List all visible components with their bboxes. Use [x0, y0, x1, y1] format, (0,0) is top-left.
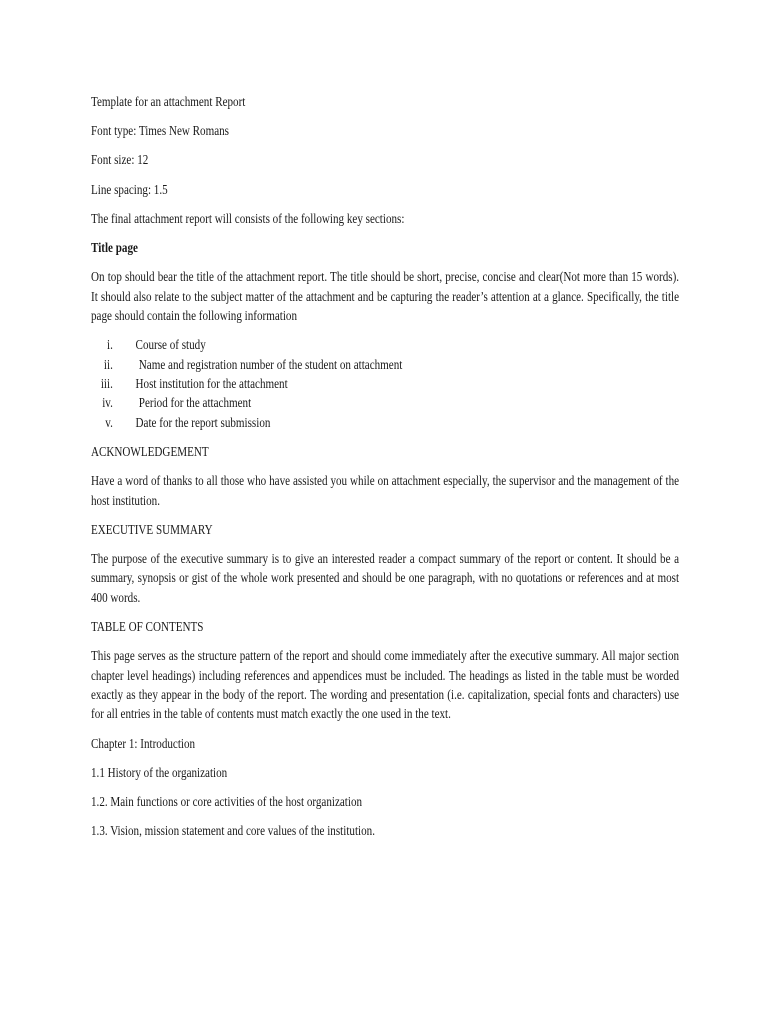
sections-intro: The final attachment report will consists of the following key sections: [91, 210, 405, 226]
list-item-number: iii. [100, 376, 113, 392]
font-size-line: Font size: 12 [91, 152, 149, 168]
document-title: Template for an attachment Report [91, 94, 246, 109]
list-item [91, 413, 679, 432]
font-type-line: Font type: Times New Romans [91, 123, 229, 139]
document-body [91, 92, 679, 850]
line-spacing-line: Line spacing: 1.5 [91, 181, 168, 197]
chapter-1-item: 1.1 History of the organization [91, 764, 228, 780]
list-item-text: Period for the attachment [138, 395, 252, 411]
list-item [91, 374, 679, 393]
title-page-heading: Title page [91, 240, 138, 256]
table-of-contents-heading: TABLE OF CONTENTS [91, 619, 204, 635]
list-item-number: iv. [102, 395, 113, 411]
title-page-paragraph: On top should bear the title of the attachment report. The title should be short, precise, concise and clear(Not more than 15 words). It should also relate to the subject matter of the attachment and be capturing the reader’s attention at a glance. Specifically, the title page should contain the following information [91, 269, 680, 324]
list-item [91, 355, 679, 374]
list-item-text: Name and registration number of the student on attachment [138, 356, 403, 372]
list-item-number: v. [105, 414, 113, 430]
table-of-contents-paragraph: This page serves as the structure pattern of the report and should come immediately after the executive summary. All major section chapter level headings) including references and appendices must be included. The headings as listed in the table must be worded exactly as they appear in the body of the report. The wording and presentation (i.e. capitalization, special fonts and characters) use for all entries in the table of contents must match exactly the one used in the text. [91, 648, 680, 722]
title-page-list [91, 335, 679, 432]
list-item [91, 393, 679, 412]
chapter-1-item: 1.3. Vision, mission statement and core values of the institution. [91, 823, 375, 839]
list-item-number: i. [107, 337, 113, 353]
list-item [91, 335, 679, 354]
list-item-text: Host institution for the attachment [135, 376, 288, 392]
executive-summary-paragraph: The purpose of the executive summary is to give an interested reader a compact summary of the report or content. It should be a summary, synopsis or gist of the whole work presented and should be one paragraph, with no quotations or references and at most 400 words. [91, 551, 680, 605]
executive-summary-heading: EXECUTIVE SUMMARY [91, 521, 213, 537]
chapter-1-heading: Chapter 1: Introduction [91, 735, 196, 751]
list-item-text: Date for the report submission [135, 414, 271, 430]
list-item-text: Course of study [135, 337, 206, 353]
list-item-number: ii. [103, 356, 113, 372]
acknowledgement-heading: ACKNOWLEDGEMENT [91, 443, 209, 459]
acknowledgement-paragraph: Have a word of thanks to all those who have assisted you while on attachment especially, the supervisor and the management of the host institution. [91, 473, 680, 508]
chapter-1-item: 1.2. Main functions or core activities of the host organization [91, 794, 363, 810]
